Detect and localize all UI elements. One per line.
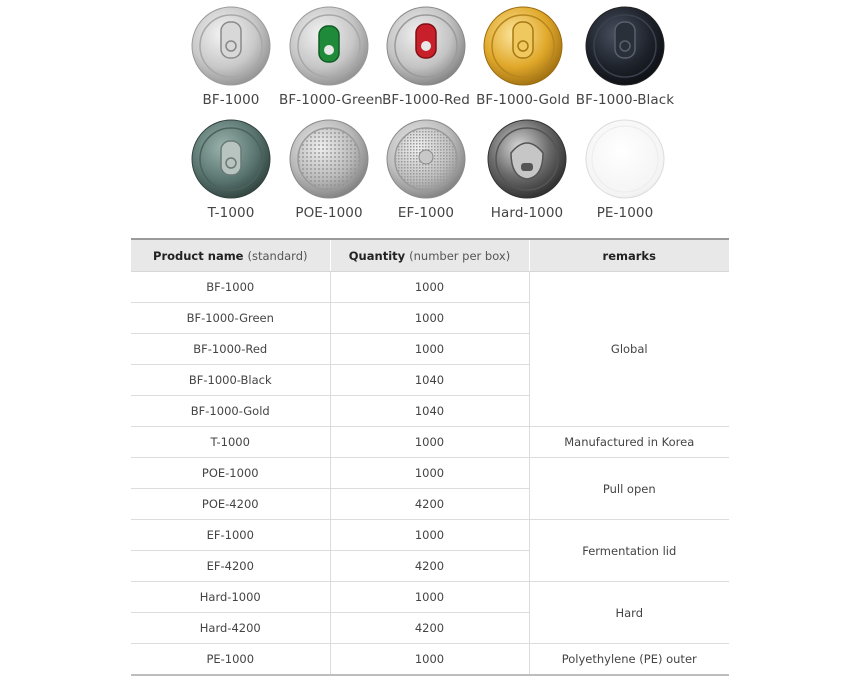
lid-card (477, 119, 577, 221)
lid-card (279, 6, 383, 108)
can-lid-red-image (386, 6, 466, 86)
header-sub: (standard) (247, 248, 308, 263)
quantity-cell: 1040 (330, 396, 529, 427)
header-product-name (131, 239, 330, 272)
lid-label: BF-1000 (202, 92, 260, 108)
table-row (131, 458, 729, 489)
can-lid-silver-image (191, 6, 271, 86)
quantity-cell: 4200 (330, 613, 529, 644)
can-lid-green-image (289, 6, 369, 86)
header-quantity (330, 239, 529, 272)
header-main: Product name (153, 248, 244, 263)
lid-label: PE-1000 (596, 205, 654, 221)
lid-card (473, 6, 573, 108)
header-main: Quantity (348, 248, 406, 263)
table-row (131, 520, 729, 551)
product-name-cell: BF-1000-Green (131, 303, 330, 334)
lid-label: Hard-1000 (490, 205, 564, 221)
product-name-cell: POE-4200 (131, 489, 330, 520)
lid-label: POE-1000 (295, 205, 363, 221)
table-header-row (131, 239, 729, 272)
remarks-cell: Pull open (529, 458, 729, 520)
lid-card (376, 119, 476, 221)
can-lid-pe-image (585, 119, 665, 199)
lid-label: BF-1000-Red (382, 92, 470, 108)
quantity-cell: 1000 (330, 520, 529, 551)
product-name-cell: PE-1000 (131, 644, 330, 676)
product-name-cell: T-1000 (131, 427, 330, 458)
table-row (131, 582, 729, 613)
product-name-cell: POE-1000 (131, 458, 330, 489)
quantity-cell: 1000 (330, 458, 529, 489)
lid-card (181, 6, 281, 108)
lid-label: BF-1000-Gold (476, 92, 570, 108)
quantity-cell: 1000 (330, 582, 529, 613)
product-name-cell: BF-1000-Black (131, 365, 330, 396)
header-main: remarks (602, 248, 656, 263)
can-lid-gold-image (483, 6, 563, 86)
can-lid-black-image (585, 6, 665, 86)
lid-label: EF-1000 (397, 205, 455, 221)
header-remarks (529, 239, 729, 272)
product-name-cell: BF-1000-Red (131, 334, 330, 365)
lid-label: BF-1000-Black (575, 92, 675, 108)
product-name-cell: BF-1000-Gold (131, 396, 330, 427)
can-lid-hard-image (487, 119, 567, 199)
lid-label: T-1000 (207, 205, 255, 221)
quantity-cell: 1000 (330, 272, 529, 303)
lid-card (575, 119, 675, 221)
lid-card (575, 6, 675, 108)
quantity-cell: 4200 (330, 489, 529, 520)
product-name-cell: EF-1000 (131, 520, 330, 551)
remarks-cell: Manufactured in Korea (529, 427, 729, 458)
remarks-cell: Global (529, 272, 729, 427)
quantity-cell: 1000 (330, 303, 529, 334)
lid-label: BF-1000-Green (279, 92, 383, 108)
product-spec-table (131, 238, 729, 676)
lid-card (376, 6, 476, 108)
quantity-cell: 1000 (330, 427, 529, 458)
product-name-cell: BF-1000 (131, 272, 330, 303)
quantity-cell: 1000 (330, 334, 529, 365)
product-name-cell: Hard-1000 (131, 582, 330, 613)
can-lid-pattern-image (289, 119, 369, 199)
remarks-cell: Polyethylene (PE) outer (529, 644, 729, 676)
can-lid-textured-image (386, 119, 466, 199)
quantity-cell: 1040 (330, 365, 529, 396)
table-row (131, 427, 729, 458)
quantity-cell: 4200 (330, 551, 529, 582)
product-name-cell: Hard-4200 (131, 613, 330, 644)
table-row (131, 272, 729, 303)
header-sub: (number per box) (409, 248, 511, 263)
remarks-cell: Fermentation lid (529, 520, 729, 582)
lid-card (181, 119, 281, 221)
table-row (131, 644, 729, 676)
can-lid-teal-image (191, 119, 271, 199)
product-name-cell: EF-4200 (131, 551, 330, 582)
lid-card (279, 119, 379, 221)
quantity-cell: 1000 (330, 644, 529, 676)
remarks-cell: Hard (529, 582, 729, 644)
